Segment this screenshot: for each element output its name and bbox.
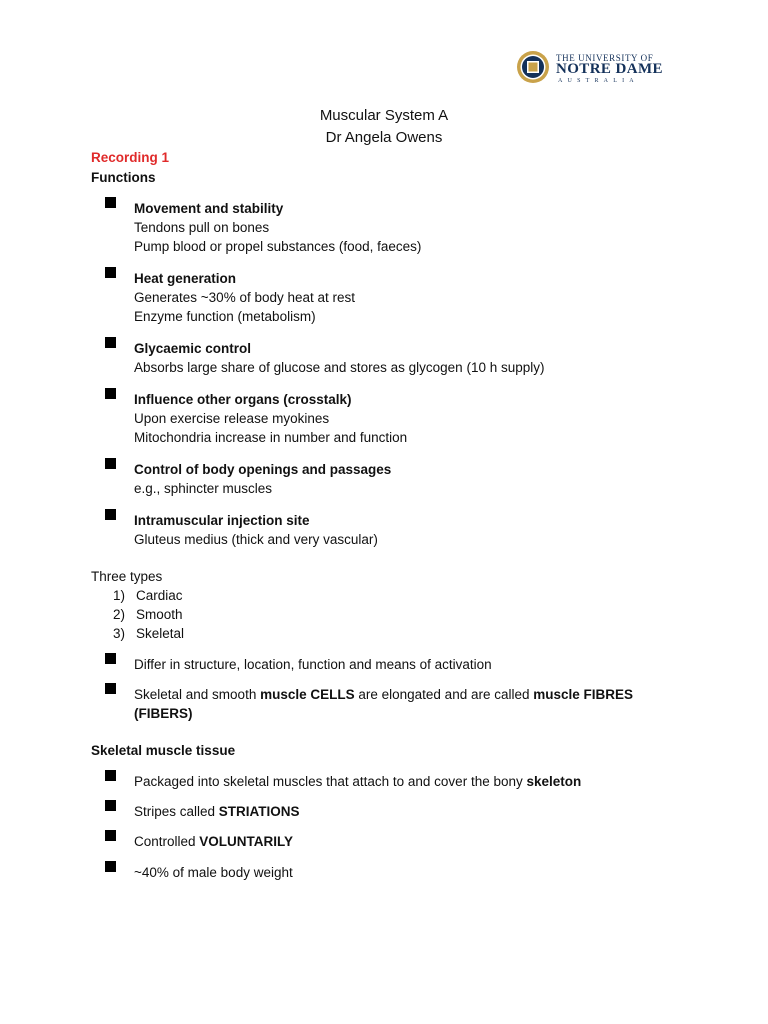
bullet-marker: [105, 861, 116, 872]
bullet-marker: [105, 509, 116, 520]
text-segment: Skeletal and smooth: [134, 687, 261, 702]
bold-term: muscle CELLS: [260, 687, 355, 702]
bullet-marker: [105, 337, 116, 348]
function-title: Glycaemic control: [134, 341, 252, 356]
bullet-marker: [105, 830, 116, 841]
function-title: Heat generation: [134, 271, 237, 286]
bullet-marker: [105, 267, 116, 278]
list-number: 3): [113, 626, 126, 641]
bullet-marker: [105, 653, 116, 664]
function-title: Control of body openings and passages: [134, 462, 392, 477]
text-segment: Controlled: [134, 834, 200, 849]
function-detail: e.g., sphincter muscles: [134, 481, 273, 496]
bullet-marker: [105, 770, 116, 781]
text-segment: are elongated and are called: [354, 687, 534, 702]
university-seal-icon: [516, 50, 550, 84]
document-title: Muscular System A: [319, 107, 449, 124]
university-logo: [516, 50, 663, 90]
bold-term: (FIBERS): [134, 706, 193, 721]
function-detail: Generates ~30% of body heat at rest: [134, 290, 356, 305]
functions-heading: Functions: [91, 170, 156, 185]
skeletal-bullet-text: [134, 774, 581, 789]
function-title: Intramuscular injection site: [134, 513, 310, 528]
types-bullet-text: Differ in structure, location, function and means of activation: [134, 657, 492, 672]
bullet-marker: [105, 800, 116, 811]
bullet-marker: [105, 458, 116, 469]
function-title: Movement and stability: [134, 201, 284, 216]
skeletal-bullet-text: ~40% of male body weight: [134, 865, 293, 880]
list-number: 1): [113, 588, 126, 603]
function-detail: Upon exercise release myokines: [134, 411, 330, 426]
function-detail: Pump blood or propel substances (food, faeces): [134, 239, 422, 254]
list-item: Smooth: [136, 607, 183, 622]
bold-term: VOLUNTARILY: [199, 834, 294, 849]
bold-term: STRIATIONS: [218, 804, 300, 819]
text-segment: Packaged into skeletal muscles that attach to and cover the bony: [134, 774, 527, 789]
bold-term: muscle FIBRES: [533, 687, 634, 702]
list-number: 2): [113, 607, 126, 622]
types-bullet-text: [134, 687, 633, 702]
skeletal-bullet-text: [134, 804, 300, 819]
bold-term: skeleton: [526, 774, 582, 789]
function-detail: Absorbs large share of glucose and stores as glycogen (10 h supply): [134, 360, 545, 375]
logo-line-1: THE UNIVERSITY OF: [556, 53, 654, 63]
bullet-marker: [105, 388, 116, 399]
bullet-marker: [105, 683, 116, 694]
logo-line-2: NOTRE DAME: [556, 61, 663, 77]
recording-label: Recording 1: [91, 150, 170, 165]
types-heading: Three types: [91, 569, 163, 584]
function-detail: Mitochondria increase in number and function: [134, 430, 408, 445]
document-author: Dr Angela Owens: [325, 129, 443, 146]
function-detail: Tendons pull on bones: [134, 220, 270, 235]
function-detail: Enzyme function (metabolism): [134, 309, 316, 324]
function-detail: Gluteus medius (thick and very vascular): [134, 532, 378, 547]
skeletal-bullet-text: [134, 834, 293, 849]
logo-line-3: AUSTRALIA: [558, 78, 639, 84]
bullet-marker: [105, 197, 116, 208]
text-segment: Stripes called: [134, 804, 219, 819]
function-title: Influence other organs (crosstalk): [134, 392, 352, 407]
list-item: Skeletal: [136, 626, 185, 641]
list-item: Cardiac: [136, 588, 183, 603]
skeletal-heading: Skeletal muscle tissue: [91, 743, 236, 758]
